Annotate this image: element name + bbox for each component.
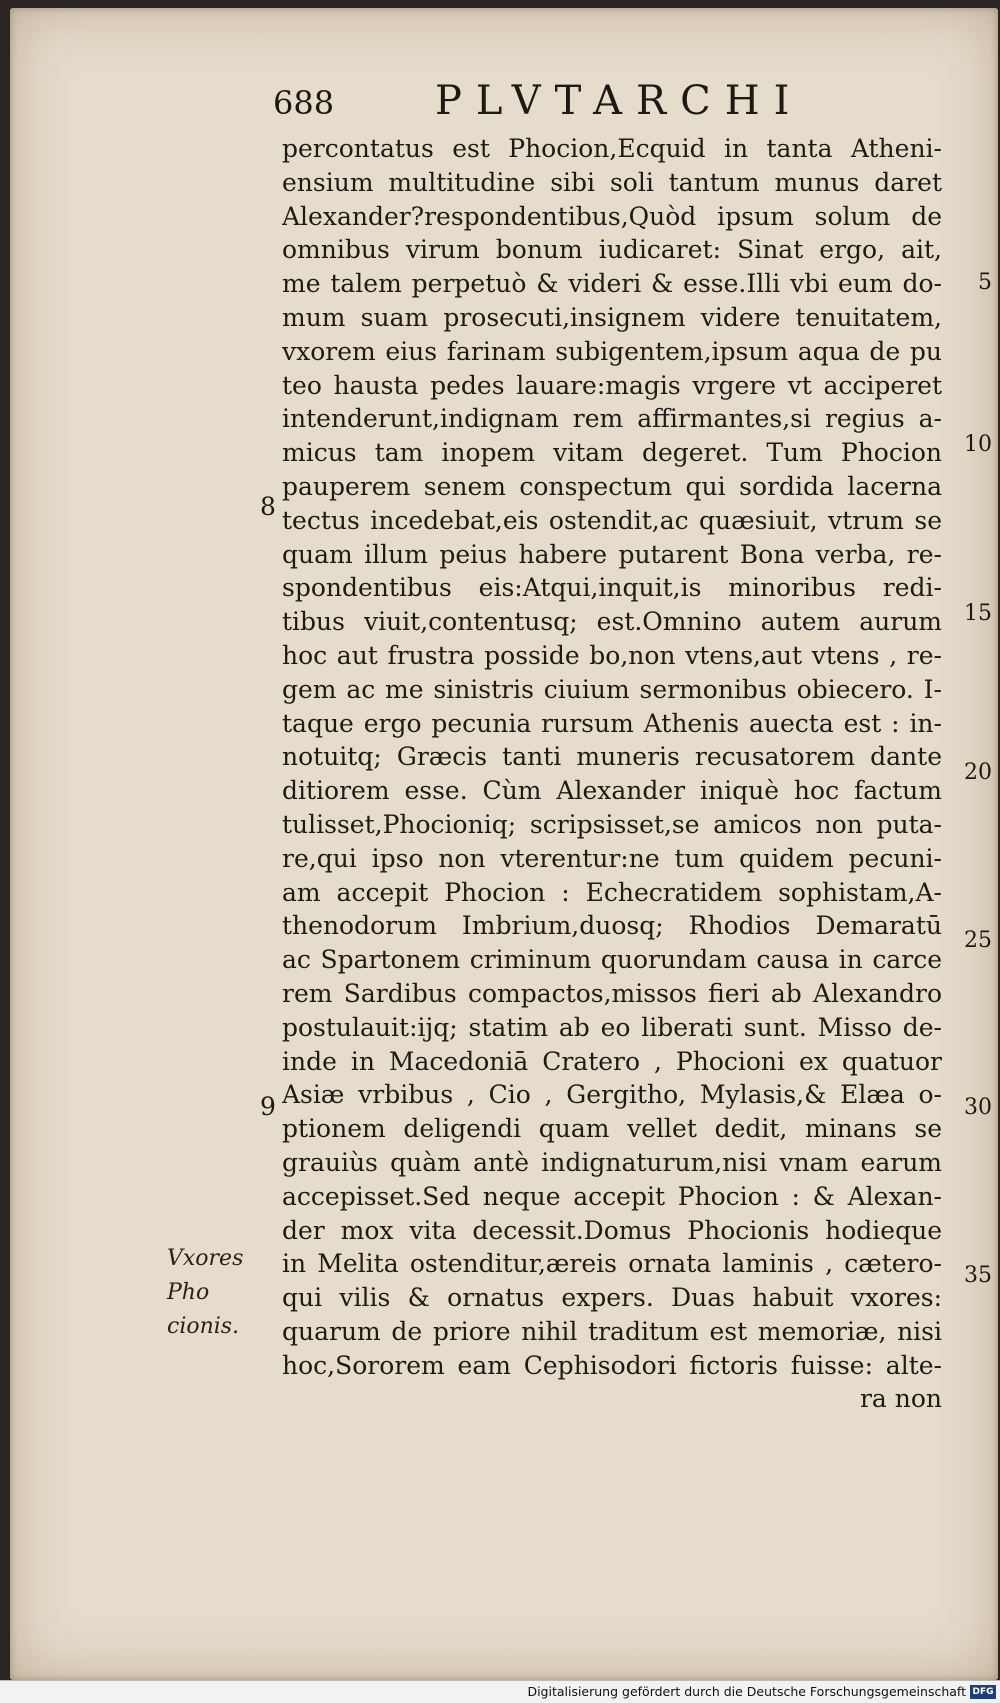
page-header — [10, 78, 998, 128]
text-line: hoc,Sororem eam Cephisodori fictoris fuisse: alte- — [282, 1350, 942, 1380]
line-number: 15 — [964, 601, 992, 626]
section-number: 9 — [260, 1092, 276, 1121]
catchword: ra non — [859, 1384, 942, 1414]
line-number: 35 — [964, 1263, 992, 1288]
text-line: thenodorum Imbrium,duosq; Rhodios Demaratū — [282, 911, 942, 941]
text-line: Alexander?respondentibus,Quòd ipsum solum de — [282, 201, 942, 231]
text-line: mum suam prosecuti,insignem videre tenuitatem, — [282, 302, 942, 332]
body-text — [282, 132, 942, 1416]
text-line: quam illum peius habere putarent Bona verba, re- — [282, 539, 942, 569]
line-number: 30 — [964, 1095, 992, 1120]
text-line: micus tam inopem vitam degeret. Tum Phocion — [282, 438, 942, 468]
text-line: me talem perpetuò & videri & esse.Illi vbi eum do- — [282, 269, 942, 299]
text-line: inde in Macedoniā Cratero , Phocioni ex quatuor — [282, 1046, 942, 1076]
line-number: 25 — [964, 928, 992, 953]
text-line: rem Sardibus compactos,missos fieri ab Alexandro — [282, 978, 942, 1008]
text-line: quarum de priore nihil traditum est memoriæ, nisi — [282, 1316, 942, 1346]
dfg-logo-icon: DFG — [970, 1685, 996, 1699]
text-line: vxorem eius farinam subigentem,ipsum aqua de pu — [282, 336, 942, 366]
digitization-footer — [0, 1680, 1000, 1703]
text-line: taque ergo pecunia rursum Athenis auecta est : in- — [282, 708, 942, 738]
text-line: postulauit:ijq; statim ab eo liberati sunt. Misso de- — [282, 1012, 942, 1042]
text-line: intenderunt,indignam rem affirmantes,si regius a- — [282, 404, 942, 434]
text-line: ensium multitudine sibi soli tantum munus daret — [282, 167, 942, 197]
text-line: omnibus virum bonum iudicaret: Sinat ergo, ait, — [282, 235, 942, 265]
text-line: der mox vita decessit.Domus Phocionis hodieque — [282, 1215, 942, 1245]
running-title: PLVTARCHI — [435, 78, 804, 124]
text-line: qui vilis & ornatus expers. Duas habuit vxores: — [282, 1283, 942, 1313]
text-line: tulisset,Phocioniq; scripsisset,se amicos non puta- — [282, 809, 942, 839]
text-line: teo hausta pedes lauare:magis vrgere vt acciperet — [282, 370, 942, 400]
text-line: ptionem deligendi quam vellet dedit, minans se — [282, 1114, 942, 1144]
book-page — [10, 8, 998, 1680]
text-line: pauperem senem conspectum qui sordida lacerna — [282, 471, 942, 501]
line-number: 10 — [964, 432, 992, 457]
text-line: percontatus est Phocion,Ecquid in tanta Atheni- — [282, 134, 942, 163]
page-number: 688 — [273, 84, 335, 122]
text-line: re,qui ipso non vterentur:ne tum quidem pecuni- — [282, 843, 942, 873]
text-line: hoc aut frustra posside bo,non vtens,aut vtens , re- — [282, 640, 942, 670]
text-line: ac Spartonem criminum quorundam causa in carce — [282, 945, 942, 975]
text-line: ditiorem esse. Cùm Alexander iniquè hoc factum — [282, 776, 942, 806]
text-line: gem ac me sinistris ciuium sermonibus obiecero. I- — [282, 674, 942, 704]
margin-note: Vxores Pho cionis. — [167, 1246, 244, 1339]
text-line: Asiæ vrbibus , Cio , Gergitho, Mylasis,& Elæa o- — [282, 1080, 942, 1110]
text-line: am accepit Phocion : Echecratidem sophistam,A- — [282, 877, 942, 907]
text-line: notuitq; Græcis tanti muneris recusatorem dante — [282, 742, 942, 772]
line-number: 5 — [978, 270, 992, 295]
text-line: tibus viuit,contentusq; est.Omnino autem aurum — [282, 607, 942, 637]
section-number: 8 — [260, 492, 276, 521]
footer-credit: Digitalisierung gefördert durch die Deutsche Forschungsgemeinschaft — [527, 1684, 966, 1699]
text-line: grauiùs quàm antè indignaturum,nisi vnam earum — [282, 1147, 942, 1177]
text-line: accepisset.Sed neque accepit Phocion : & Alexan- — [282, 1181, 942, 1211]
text-line: spondentibus eis:Atqui,inquit,is minoribus redi- — [282, 573, 942, 603]
line-number: 20 — [964, 760, 992, 785]
text-line: in Melita ostenditur,æreis ornata laminis , cætero- — [282, 1249, 942, 1279]
text-line: tectus incedebat,eis ostendit,ac quæsiuit, vtrum se — [282, 505, 942, 535]
